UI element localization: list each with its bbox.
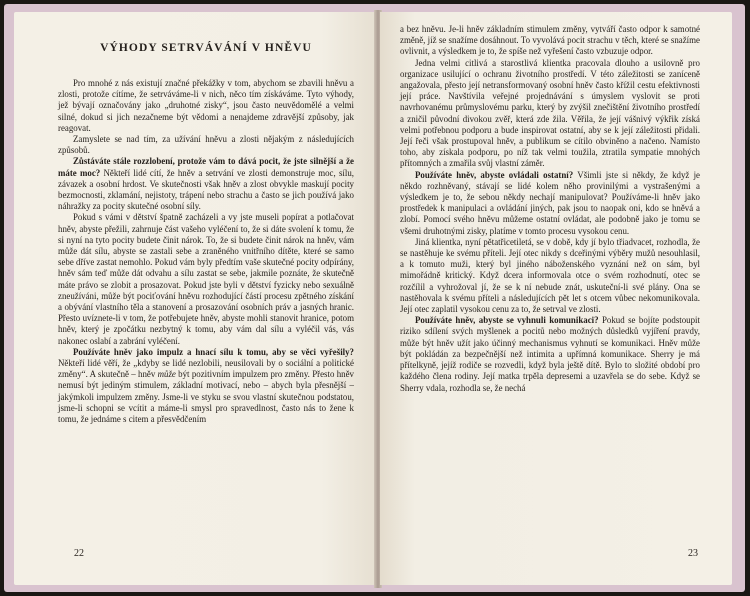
paragraph: Jiná klientka, nyní pětatřicetiletá, se v době, kdy jí bylo třiadvacet, rozhodla, že se nastěhuje ke svému příteli. Její otec nikdy s dceřinými výběry mužů nesouhlasil, a k tomuto muži, který byl jiného náboženského vyznání než on sám, byl mimořádně kritický. Když dcera informovala otce o svém rozhodnutí, otec se rozčílil a vyhrožoval jí, že se k ní nebude znát, uskuteční-li své plány. Ona se nastěhovala k svému příteli a následujících pět let s otcem vůbec nekomunikovala. Její otec zaplatil vysokou cenu za to, že setrval ve zlosti. [400,236,700,315]
paragraph: a bez hněvu. Je-li hněv základním stimulem změny, vytváří často odpor k samotné změně, jíž se snažíme dosáhnout. To vyvolává pocit strachu v těch, které se snažíme ovlivnit, a výsledkem je to, že spíše než vyřešení často vzbuzuje odpor. [400,24,700,57]
paragraph-text: Někteří lidé věří, že „kdyby se lidé nezlobili, neusilovali by o sociální a politické změny“. A skutečně – hněv [58,358,354,380]
paragraph [58,156,354,212]
question-heading: Zůstáváte stále rozzlobení, protože vám to dává pocit, že jste silnější a že máte moc? [58,156,354,178]
emphasis: může [157,369,176,380]
paragraph [400,315,700,393]
chapter-title: VÝHODY SETRVÁVÁNÍ V HNĚVU [100,42,312,54]
paragraph: Zamyslete se nad tím, za užívání hněvu a zlosti nějakým z následujících způsobů. [58,134,354,156]
paragraph-text: Někteří lidé cítí, že hněv a setrvání ve zlosti demonstruje moc, sílu, závazek a osobní hrdost. Ve skutečnosti však hněv a zlost obvykle maskují pocity bezmocnosti, zklamání, nejistoty, trápení nebo strachu a často se jich používá jako náhražky za pocity skutečné osobní síly. [58,167,355,212]
paragraph: Pro mnohé z nás existují značné překážky v tom, abychom se zbavili hněvu a zlosti, protože cítíme, že setrváváme-li v nich, něco tím získáváme. Tyto výhody, jež bývají označovány jako „druhotné zisky“, jsou často neuvědomělé a velmi silné, dokud si jich nezačneme být vědomi a nenajdeme zdravější způsoby, jak reagovat. [58,78,354,133]
right-page [380,12,732,585]
page-number: 22 [74,548,84,559]
book [4,4,745,592]
paragraph [400,170,700,237]
question-heading: Používáte hněv jako impulz a hnací sílu k tomu, aby se věci vyřešily? [73,346,354,357]
question-heading: Používáte hněv, abyste ovládali ostatní? [415,169,574,180]
paragraph-text: Pokud se bojíte podstoupit riziko sdílení svých myšlenek a pocitů nebo možných důsledků vyjíření pravdy, může být hněv užít jako účinný mechanismus vyhnutí se komunikaci. Hněv může být pokládán za bezpečnější než intimita a upřímná komunikace. Sherry je má přítelkyně, jejíž rodiče se rozvedli, když byla ještě dítě. Bylo to složité období pro každého člena rodiny. Její matka trpěla depresemi a uzavřela se do sebe. Když se Sherry vdala, rozhodla se, že nechá [400,315,700,393]
question-heading: Používáte hněv, abyste se vyhnuli komunikaci? [415,315,599,326]
paragraph: Pokud s vámi v dětství špatně zacházeli a vy jste museli popírat a potlačovat hněv, abyste přežili, zahrnuje část vašeho vyléčení to, že si dáte svolení k tomu, že si nyní na tyto pocity budete činit nárok. To, že si budete činit nárok na hněv, vám může dát sílu, abyste se zastali sebe a zraněného vnitřního dítěte, které se samo sebe dříve zastat nemohlo. Pokud vám byly předtím vaše skutečné pocity odpírány, hněv sám teď může dát odvahu a sílu zastat se sebe, jakmile poznáte, že skutečně máte právo se zlobit a prosazovat. Pokud jste byli v dětství fyzicky nebo sexuálně zneužíváni, může být pociťování hněvu rozhodující částí procesu zpětného získání a obývání vlastního těla a stanovení a prosazování osobních práv a jasných hranic. Přesto uvíznete-li v tom, že potřebujete hněv, abyste mohli stanovit hranice, potom hněv, který je zpočátku nezbytný k tomu, aby vám dal sílu a vyléčil vás, vás nakonec oslabí a zabrání vyléčení. [58,212,354,346]
paragraph-text: Všimli jste si někdy, že když je někdo rozhněvaný, stávají se lidé kolem něho provinilými a vystrašenými a výsledkem je to, že sebou někdy nechají manipulovat? Používáme-li hněv jako prostředek k manipulaci a ovládání jiných, pak jsou to naopak oni, kdo se hněvá a zlobí. Pomocí svého hněvu můžeme ostatní ovládat, ale podobně jako je tomu se všemi druhotnými zisky, platíme v tomto procesu vysokou cenu. [400,169,700,236]
paragraph [58,347,354,425]
paragraph: Jedna velmi citlivá a starostlivá klientka pracovala dlouho a usilovně pro organizace usilující o ochranu životního prostředí. V této záležitosti se zaníceně angažovala, přesto její netransformovaný osobní hněv často křížil cestu efektivnosti její práce. Navštívila veřejné projednávání s úmyslem vyslovit se proti navrhovanému průmyslovému parku, který by zvýšil znečištění životního prostředí a zničil původní divokou zvěř, která zde žila. Věřila, že její vášnivý výkřik získá velmi potřebnou podporu a bude inspirovat ostatní, aby se k její záležitosti přidali. Její řeči však prostupoval hněv, a publikum se cítilo obviněno a načeno. Namísto toho, aby získala podporu, po níž tak velmi toužila, ztratila sympatie mnohých přítomných a zmařila svůj vlastní záměr. [400,57,700,169]
left-page [14,12,376,585]
paragraph-text: být pozitivním impulzem pro změny. Přesto hněv nemusí být jediným stimulem, základní motivací, nebo – abych byla přesnější – jakýmkoli impulzem změny. Jsme-li ve styku se svou vlastní skutečnou podstatou, jsme-li schopni se vcítit a máme-li smysl pro spravedlnost, často nás to žene k tomu, že jednáme s citem a přesvědčením [58,369,354,425]
page-number: 23 [688,548,698,559]
